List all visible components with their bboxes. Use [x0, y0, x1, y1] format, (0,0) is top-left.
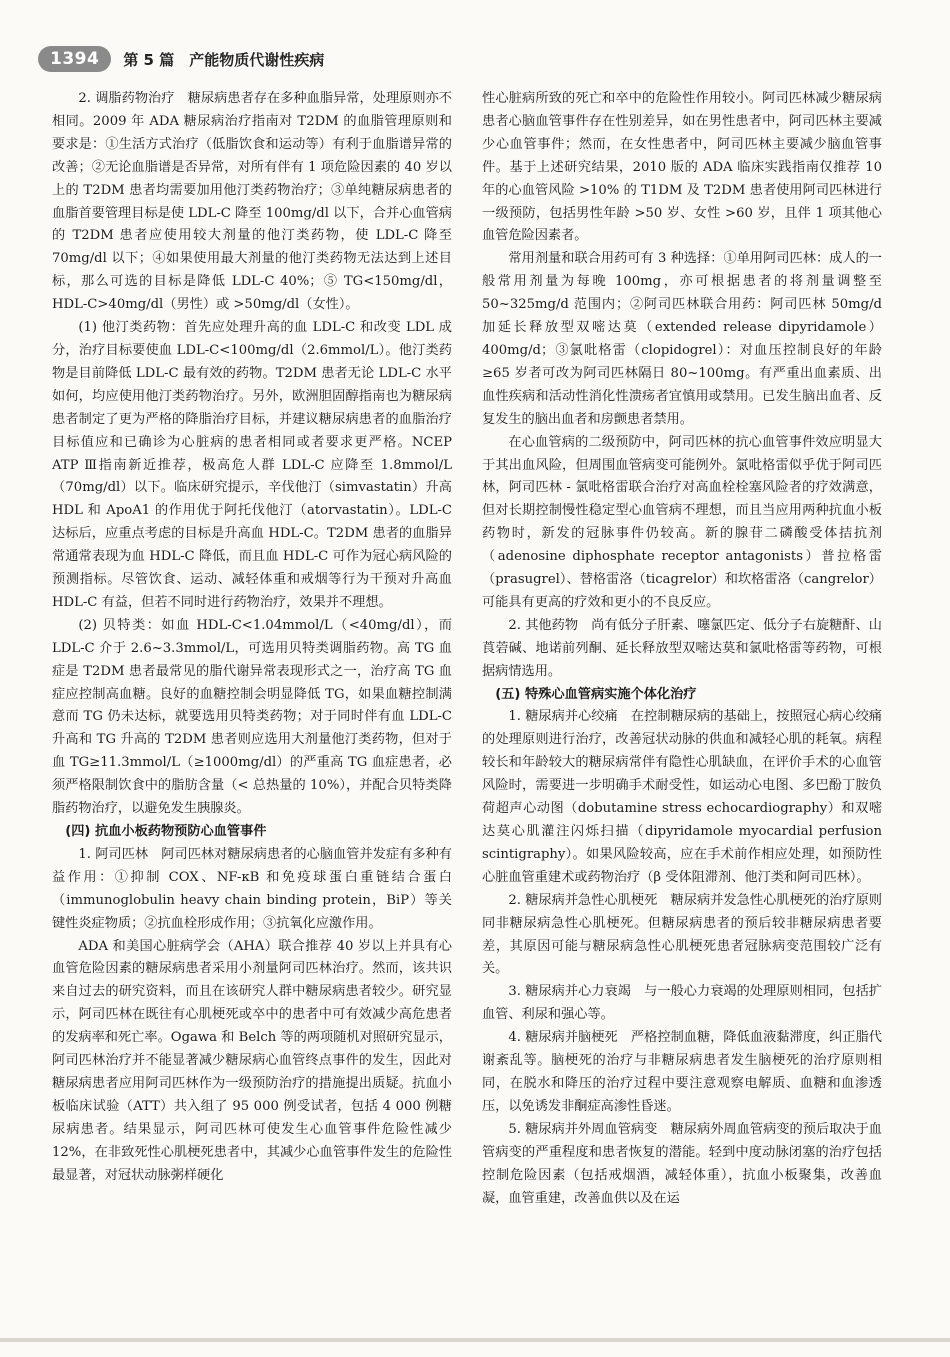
paragraph: 常用剂量和联合用药可有 3 种选择：①单用阿司匹林：成人的一般常用剂量为每晚 100mg，亦可根据患者的将剂量调整至 50~325mg/d 范围内；②阿司匹林联合用药：阿司匹林 50mg/d 加延长释放型双嘧达莫（extended release dipyridamole）400mg/d；③氯吡格雷（clopidogrel）：对血压控制良好的年龄≥65 岁者可改为阿司匹林隔日 80~100mg。有严重出血素质、出血性疾病和活动性消化性溃疡者宜慎用或禁用。已发生脑出血者、反复发生的脑出血者和房颤患者禁用。	[482, 251, 882, 427]
paragraph: ADA 和美国心脏病学会（AHA）联合推荐 40 岁以上并具有心血管危险因素的糖尿病患者采用小剂量阿司匹林治疗。然而，该共识来自过去的研究资料，而且在该研究人群中糖尿病患者较少。研究显示，阿司匹林在既往有心肌梗死或卒中的患者中可有效减少高危患者的发病率和死亡率。Ogawa 和 Belch 等的两项随机对照研究显示，阿司匹林治疗并不能显著减少糖尿病心血管终点事件的发生，因此对糖尿病患者应用阿司匹林作为一级预防治疗的措施提出质疑。抗血小板临床试验（ATT）共入组了 95 000 例受试者，包括 4 000 例糖尿病患者。结果显示，阿司匹林可使发生心血管事件危险性减少 12%，在非致死性心肌梗死患者中，其减少心血管事件发生的危险性最显著，对冠状动脉粥样硬化	[52, 938, 452, 1183]
page-header	[38, 44, 908, 74]
paragraph: (1) 他汀类药物：首先应处理升高的血 LDL-C 和改变 LDL 成分，治疗目标要使血 LDL-C<100mg/dl（2.6mmol/L）。他汀类药物是目前降低 LDL-C 最有效的药物。T2DM 患者无论 LDL-C 水平如何，均应使用他汀类药物治疗。另外，欧洲胆固醇指南也为糖尿病患者制定了更为严格的降脂治疗目标，并建议糖尿病患者的血脂治疗目标值应和已确诊为心脏病的患者相同或者要求更严格。NCEP ATP Ⅲ指南新近推荐，极高危人群 LDL-C 应降至 1.8mmol/L（70mg/dl）以下。临床研究提示，辛伐他汀（simvastatin）升高 HDL 和 ApoA1 的作用优于阿托伐他汀（atorvastatin）。LDL-C 达标后，应重点考虑的目标是升高血 HDL-C。T2DM 患者的血脂异常通常表现为血 HDL-C 降低，而且血 HDL-C 可作为冠心病风险的预测指标。尽管饮食、运动、减轻体重和戒烟等行为干预对升高血 HDL-C 有益，但若不同时进行药物治疗，效果并不理想。	[52, 320, 452, 610]
paragraph: 5. 糖尿病并外周血管病变 糖尿病外周血管病变的预后取决于血管病变的严重程度和患者恢复的潜能。轻到中度动脉闭塞的治疗包括控制危险因素（包括戒烟酒，减轻体重），抗血小板聚集，改善血凝，血管重建，改善血供以及在运	[482, 1121, 882, 1206]
footer-divider	[0, 1338, 950, 1342]
section-heading: (四) 抗血小板药物预防心血管事件	[65, 824, 267, 839]
paragraph: 1. 糖尿病并心绞痛 在控制糖尿病的基础上，按照冠心病心绞痛的处理原则进行治疗，改善冠状动脉的供血和减轻心肌的耗氧。病程较长和年龄较大的糖尿病常伴有隐性心肌缺血，在评价手术的心血管风险时，需要进一步明确手术耐受性，如运动心电图、多巴酚丁胺负荷超声心动图（dobutamine stress echocardiography）和双嘧达莫心肌灌注闪烁扫描（dipyridamole myocardial perfusion scintigraphy）。如果风险较高，应在手术前作相应处理，如预防性心脏血管重建术或药物治疗（β 受体阻滞剂、他汀类和阿司匹林）。	[482, 709, 882, 885]
paragraph: 在心血管病的二级预防中，阿司匹林的抗心血管事件效应明显大于其出血风险，但周围血管病变可能例外。氯吡格雷似乎优于阿司匹林，阿司匹林 - 氯吡格雷联合治疗对高血栓栓塞风险者的疗效满意，但对长期控制慢性稳定型心血管病不理想，而且当应用两种抗血小板药物时，新发的冠脉事件仍较高。新的腺苷二磷酸受体拮抗剂（adenosine diphosphate receptor antagonists）普拉格雷（prasugrel）、替格雷洛（ticagrelor）和坎格雷洛（cangrelor）可能具有更高的疗效和更小的不良反应。	[482, 434, 882, 610]
paragraph: 2. 糖尿病并急性心肌梗死 糖尿病并发急性心肌梗死的治疗原则同非糖尿病急性心肌梗死。但糖尿病患者的预后较非糖尿病患者要差，其原因可能与糖尿病急性心肌梗死患者冠脉病变范围较广泛有关。	[482, 892, 882, 977]
section-heading: (五) 特殊心血管病实施个体化治疗	[495, 686, 697, 702]
paragraph: 2. 调脂药物治疗 糖尿病患者存在多种血脂异常，处理原则亦不相同。2009 年 ADA 糖尿病治疗指南对 T2DM 的血脂管理原则和要求是：①生活方式治疗（低脂饮食和运动等）有利于血脂谱异常的改善；②无论血脂谱是否异常，对所有伴有 1 项危险因素的 40 岁以上的 T2DM 患者均需要加用他汀类药物治疗；③单纯糖尿病患者的血脂首要管理目标是使 LDL-C 降至 100mg/dl 以下，合并心血管病的 T2DM 患者应使用较大剂量的他汀类药物，使 LDL-C 降至 70mg/dl 以下；④如果使用最大剂量的他汀类药物无法达到上述目标，那么可选的目标是降低 LDL-C 40%；⑤ TG<150mg/dl，HDL-C>40mg/dl（男性）或 >50mg/dl（女性）。	[52, 91, 452, 313]
page-number: 1394	[38, 46, 111, 72]
running-head: 第 5 篇 产能物质代谢性疾病	[123, 50, 325, 69]
paragraph: 3. 糖尿病并心力衰竭 与一般心力衰竭的处理原则相同，包括扩血管、利尿和强心等。	[482, 984, 882, 1023]
paragraph: 2. 其他药物 尚有低分子肝素、噻氯匹定、低分子右旋糖酐、山莨菪碱、地诺前列酮、延长释放型双嘧达莫和氯吡格雷等药物，可根据病情选用。	[482, 617, 882, 679]
right-column	[482, 88, 882, 1210]
paragraph: 4. 糖尿病并脑梗死 严格控制血糖，降低血液黏滞度，纠正脂代谢紊乱等。脑梗死的治疗与非糖尿病患者发生脑梗死的治疗原则相同，在脱水和降压的治疗过程中要注意观察电解质、血糖和血渗透压，以免诱发非酮症高渗性昏迷。	[482, 1030, 882, 1114]
left-column	[52, 88, 452, 1188]
paragraph: 性心脏病所致的死亡和卒中的危险性作用较小。阿司匹林减少糖尿病患者心脑血管事件存在性别差异，如在男性患者中，阿司匹林主要减少心血管事件；然而，在女性患者中，阿司匹林主要减少脑血管事件。基于上述研究结果，2010 版的 ADA 临床实践指南仅推荐 10 年的心血管风险 >10% 的 T1DM 及 T2DM 患者使用阿司匹林进行一级预防，包括男性年龄 >50 岁、女性 >60 岁，且伴 1 项其他心血管危险因素者。	[482, 91, 882, 244]
paragraph: (2) 贝特类：如血 HDL-C<1.04mmol/L（<40mg/dl），而 LDL-C 介于 2.6~3.3mmol/L，可选用贝特类调脂药物。高 TG 血症是 T2DM 患者最常见的脂代谢异常表现形式之一，治疗高 TG 血症应控制高血糖。良好的血糖控制会明显降低 TG，如果血糖控制满意而 TG 仍未达标，就要选用贝特类药物；对于同时伴有血 LDL-C 升高和 TG 升高的 T2DM 患者则应选用大剂量他汀类药物，但对于血 TG≥11.3mmol/L（≥1000mg/dl）的严重高 TG 血症患者，必须严格限制饮食中的脂肪含量（< 总热量的 10%），并配合贝特类降脂药物治疗，以避免发生胰腺炎。	[52, 617, 452, 817]
paragraph: 1. 阿司匹林 阿司匹林对糖尿病患者的心脑血管并发症有多种有益作用：①抑制 COX、NF-κB 和免疫球蛋白重链结合蛋白（immunoglobulin heavy chain binding protein，BiP）等关键性炎症物质；②抗血栓形成作用；③抗氧化应激作用。	[52, 846, 452, 931]
